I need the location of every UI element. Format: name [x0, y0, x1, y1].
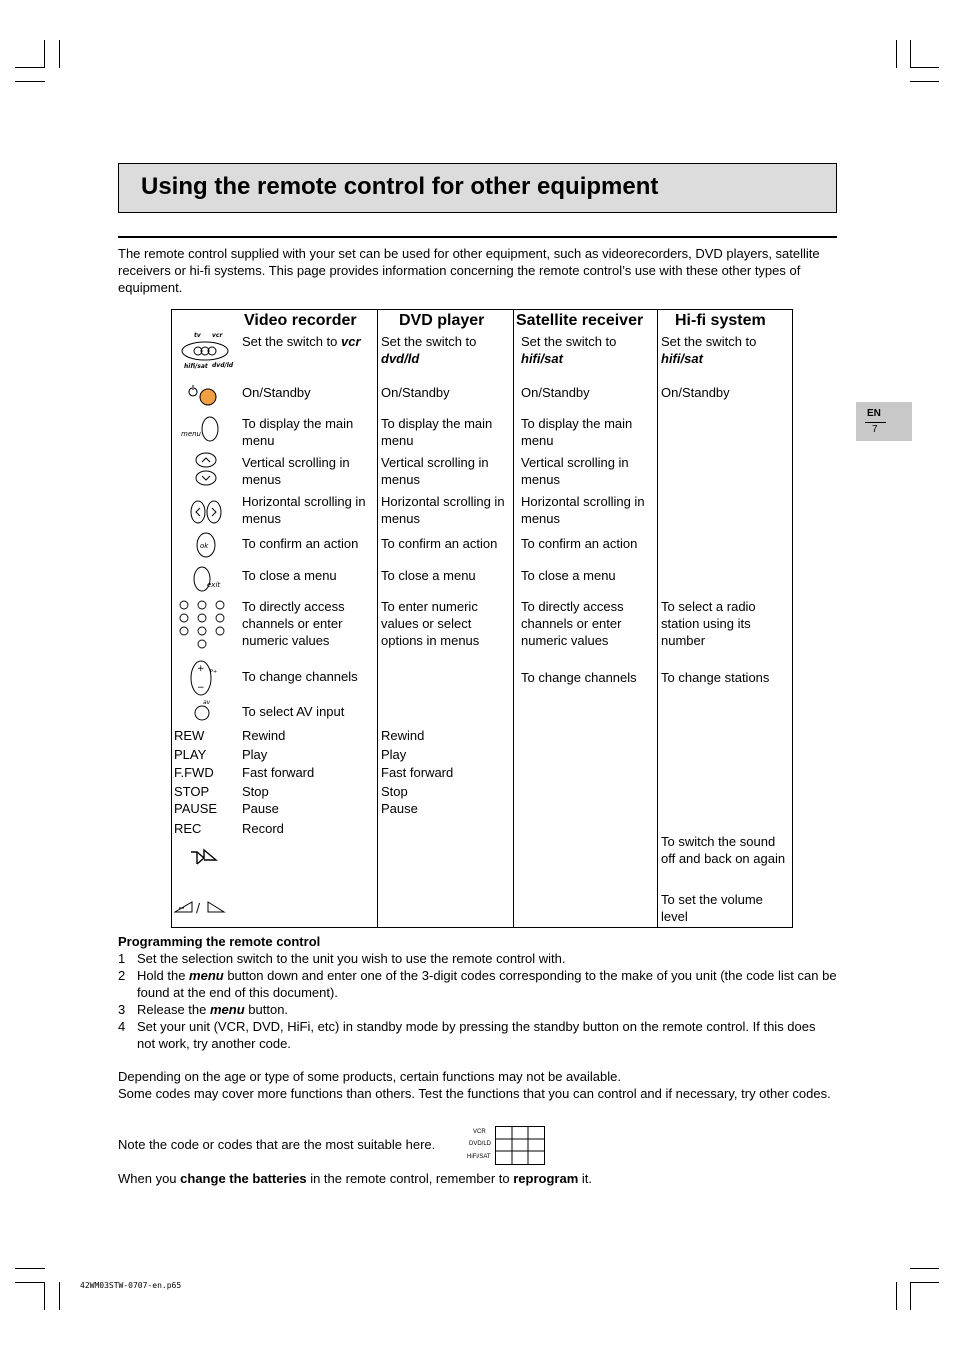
note-codes: Some codes may cover more functions than others. Test the functions that you can control and if necessary, try other codes. — [118, 1086, 831, 1101]
key-ffwd: F.FWD — [174, 765, 214, 780]
ok-button-icon — [195, 531, 217, 559]
step-text: Hold the menu button down and enter one of the 3-digit codes corresponding to the make of you unit (the code list can be found at the end of this document). — [137, 968, 837, 1000]
programming-heading: Programming the remote control — [118, 934, 321, 949]
key-play: PLAY — [174, 747, 207, 762]
table-cell: To directly access channels or enter numeric values — [242, 599, 345, 648]
selector-label-hifisat: hifi/sat — [184, 363, 208, 370]
menu-button-icon — [180, 414, 220, 444]
crop-mark — [910, 1268, 939, 1269]
table-cell: To directly access channels or enter numeric values — [521, 599, 624, 648]
vcr-stop: Stop — [242, 784, 269, 799]
header-satellite-receiver: Satellite receiver — [516, 312, 644, 329]
menu-icon-label: menu — [181, 430, 201, 438]
step-text: Set the selection switch to the unit you wish to use the remote control with. — [137, 951, 566, 966]
header-video-recorder: Video recorder — [244, 312, 357, 329]
volume-description: To set the volume level — [661, 892, 763, 924]
switch-prefix: Set the switch to — [381, 334, 477, 349]
dvd-fast-forward: Fast forward — [381, 765, 454, 780]
code-grid-lines — [496, 1127, 544, 1164]
table-cell: To confirm an action — [521, 536, 638, 551]
selector-label-vcr: vcr — [212, 332, 223, 339]
selector-switch-icon — [180, 330, 240, 374]
key-rew: REW — [174, 728, 205, 743]
header-dvd-player: DVD player — [399, 312, 485, 329]
battery-note: When you change the batteries in the remote control, remember to reprogram it. — [118, 1171, 593, 1186]
section-rule — [118, 236, 837, 238]
crop-mark — [15, 1268, 45, 1269]
program-rocker-icon — [186, 659, 226, 697]
tab-divider — [865, 422, 886, 423]
column-divider — [657, 310, 658, 927]
dvd-pause: Pause — [381, 801, 418, 816]
note-availability: Depending on the age or type of some products, certain functions may not be available. — [118, 1069, 621, 1084]
table-cell: To display the main menu — [242, 416, 354, 448]
key-rec: REC — [174, 821, 202, 836]
dvd-stop: Stop — [381, 784, 408, 799]
selector-label-dvdld: dvd/ld — [212, 362, 234, 369]
crop-mark — [910, 67, 939, 68]
header-hifi-system: Hi-fi system — [675, 312, 766, 329]
key-pause: PAUSE — [174, 801, 218, 816]
column-divider — [377, 310, 378, 927]
file-footer: 42WM03STW-0707-en.p65 — [80, 1281, 182, 1290]
volume-icon — [174, 898, 226, 916]
switch-prefix: Set the switch to — [661, 334, 757, 349]
switch-cell-dvd — [381, 333, 511, 367]
crop-mark — [44, 40, 45, 68]
table-cell: To enter numeric values or select options in menus — [381, 599, 480, 648]
table-cell: To close a menu — [242, 568, 337, 583]
crop-mark — [59, 40, 60, 68]
switch-cell-hifi — [661, 333, 791, 367]
table-cell: On/Standby — [381, 385, 450, 400]
step-text: Set your unit (VCR, DVD, HiFi, etc) in standby mode by pressing the standby button on the remote control. If this does not work, try another code. — [137, 1019, 816, 1051]
vcr-pause: Pause — [242, 801, 279, 816]
crop-mark — [910, 1282, 939, 1283]
code-label-dvd: DVD/LD — [469, 1141, 492, 1147]
rocker-pr-label: P+ — [210, 669, 218, 675]
step-number: 2 — [118, 968, 126, 983]
function-table — [171, 309, 793, 928]
code-label-hifi: HiFi/SAT — [467, 1154, 491, 1160]
table-cell: On/Standby — [242, 385, 311, 400]
switch-value: vcr — [341, 334, 361, 349]
table-cell: On/Standby — [661, 385, 730, 400]
exit-button-icon — [189, 565, 223, 593]
table-cell: To change stations — [661, 670, 770, 685]
switch-cell-vcr — [242, 333, 372, 350]
number-keypad-icon — [176, 595, 232, 655]
switch-cell-sat — [521, 333, 651, 367]
code-entry-grid[interactable] — [495, 1126, 545, 1165]
table-cell: Horizontal scrolling in menus — [521, 494, 645, 526]
table-cell: Vertical scrolling in menus — [242, 455, 350, 487]
crop-mark — [59, 1282, 60, 1310]
language-label: EN — [867, 408, 881, 419]
table-cell: To close a menu — [521, 568, 616, 583]
table-cell: To display the main menu — [381, 416, 493, 448]
table-cell: On/Standby — [521, 385, 590, 400]
svg-text:/: / — [196, 901, 201, 915]
rocker-plus-label: + — [197, 664, 205, 674]
switch-value: hifi/sat — [521, 351, 563, 366]
table-cell: Horizontal scrolling in menus — [242, 494, 366, 526]
switch-prefix: Set the switch to — [242, 334, 338, 349]
standby-button-icon — [186, 384, 220, 412]
table-cell: To change channels — [521, 670, 637, 685]
crop-mark — [44, 1282, 45, 1310]
crop-mark — [896, 1282, 897, 1310]
exit-icon-label: exit — [207, 581, 221, 589]
up-down-arrows-icon — [194, 451, 218, 487]
crop-mark — [910, 1282, 911, 1310]
step-number: 4 — [118, 1019, 126, 1034]
step-number: 1 — [118, 951, 126, 966]
title-box — [118, 163, 837, 213]
step-text: Release the menu button. — [137, 1002, 289, 1017]
page-title: Using the remote control for other equipment — [141, 173, 659, 200]
vcr-rewind: Rewind — [242, 728, 286, 743]
switch-value: dvd/ld — [381, 351, 420, 366]
crop-mark — [910, 40, 911, 68]
crop-mark — [15, 1282, 45, 1283]
code-note: Note the code or codes that are the most suitable here. — [118, 1137, 436, 1152]
table-cell: To display the main menu — [521, 416, 633, 448]
table-cell: To select AV input — [242, 704, 345, 719]
intro-paragraph: The remote control supplied with your set can be used for other equipment, such as videorecorders, DVD players, satellite receivers or hi-fi systems. This page provides information concerning the remote control’s use with these other types of equipment. — [118, 246, 820, 295]
crop-mark — [15, 81, 45, 82]
switch-value: hifi/sat — [661, 351, 703, 366]
selector-label-tv: tv — [194, 332, 201, 339]
code-label-vcr: VCR — [473, 1129, 486, 1135]
table-cell: Horizontal scrolling in menus — [381, 494, 505, 526]
dvd-rewind: Rewind — [381, 728, 425, 743]
av-icon-label: av — [203, 699, 211, 706]
vcr-fast-forward: Fast forward — [242, 765, 315, 780]
crop-mark — [15, 67, 45, 68]
table-cell: Vertical scrolling in menus — [521, 455, 629, 487]
language-tab — [856, 402, 912, 441]
table-cell: To change channels — [242, 669, 358, 684]
vcr-play: Play — [242, 747, 268, 762]
crop-mark — [896, 40, 897, 68]
dvd-play: Play — [381, 747, 407, 762]
mute-description: To switch the sound off and back on again — [661, 834, 786, 866]
ok-icon-label: ok — [200, 542, 209, 550]
table-cell: To close a menu — [381, 568, 476, 583]
left-right-arrows-icon — [189, 499, 223, 525]
step-number: 3 — [118, 1002, 126, 1017]
switch-prefix: Set the switch to — [521, 334, 617, 349]
table-cell: To confirm an action — [381, 536, 498, 551]
mute-icon — [188, 848, 218, 870]
crop-mark — [910, 81, 939, 82]
vcr-record: Record — [242, 821, 284, 836]
rocker-minus-label: − — [197, 683, 205, 693]
key-stop: STOP — [174, 784, 210, 799]
table-cell: To select a radio station using its number — [661, 599, 756, 648]
av-button-icon — [190, 697, 220, 723]
column-divider — [513, 310, 514, 927]
page-number: 7 — [872, 424, 878, 435]
table-cell: Vertical scrolling in menus — [381, 455, 489, 487]
table-cell: To confirm an action — [242, 536, 359, 551]
